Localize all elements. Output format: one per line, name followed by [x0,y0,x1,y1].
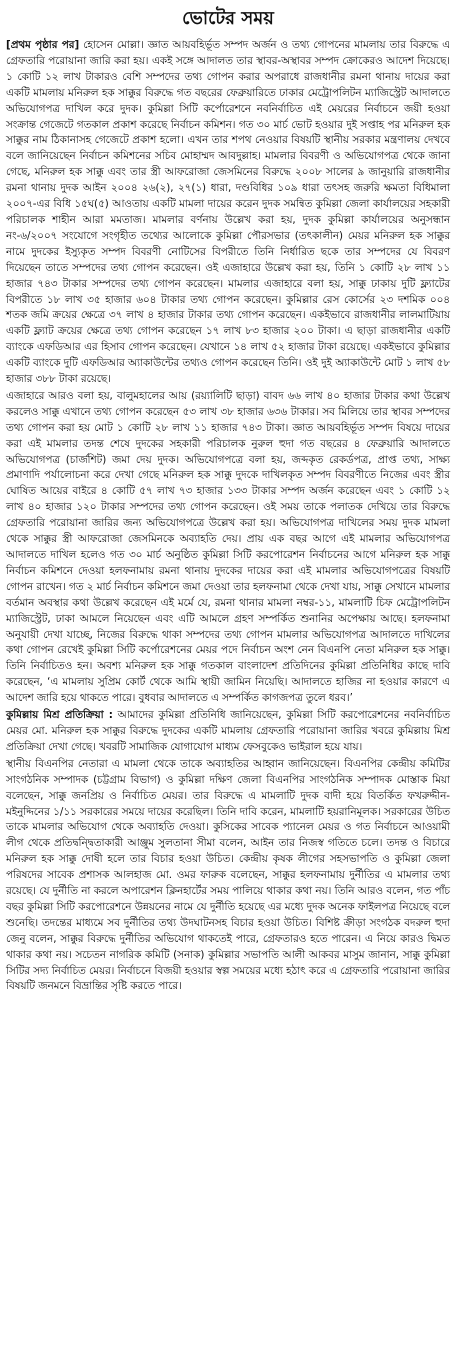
page [0,4,456,995]
article-body [0,38,456,995]
subheading: কুমিল্লায় মিশ্র প্রতিক্রিয়া : [6,709,113,722]
paragraph-3 [6,708,450,756]
paragraph-1 [6,38,450,388]
paragraph-3-text: আমাদের কুমিল্লা প্রতিনিধি জানিয়েছেন, কুমিল্লা সিটি করপোরেশনের নবনির্বাচিত মেয়র মো. মনিরুল হক সাক্কুর বিরুদ্ধে দুদকের একটি মামলায় গ্রেফতারি পরোয়ানা জারির খবরে কুমিল্লায় মিশ্র প্রতিক্রিয়া দেখা গেছে। খবরটি সামাজিক যোগাযোগ মাধ্যম ফেসবুকেও ভাইরাল হয়ে যায়। [6,709,450,753]
paragraph-2: এজাহারে আরও বলা হয়, বালুমহালের আয় (রয়্যালিটি ছাড়া) বাবদ ৬৬ লাখ ৪০ হাজার টাকার কথা উল্লেখ করলেও সাক্কু এখানে তথ্য গোপন করেছেন ৫৩ লাখ ৩৮ হাজার ৬৩৬ টাকার। সব মিলিয়ে তার স্থাবর সম্পদের তথ্য গোপন করা হয় মোট ১ কোটি ২৮ লাখ ১১ হাজার ৭৪৩ টাকা। জ্ঞাত আয়বহির্ভূত সম্পদ বিষয়ে দায়ের করা এই মামলার তদন্ত শেষে দুদকের সহকারী পরিচালক নুরুল হুদা গত বছরের ৪ ফেব্রুয়ারি আদালতে অভিযোগপত্র (চার্জশিট) জমা দেয় দুদক। অভিযোগপত্রে বলা হয়, জব্দকৃত রেকর্ডপত্র, প্রাপ্ত তথ্য, সাক্ষ্য প্রমাণাদি পর্যালোচনা করে দেখা গেছে মনিরুল হক সাক্কু দুদকে দাখিলকৃত সম্পদ বিবরণীতে নিজের এবং স্ত্রীর ঘোষিত আয়ের বাইরে ৪ কোটি ৫৭ লাখ ৭৩ হাজার ১৩৩ টাকার সম্পদ অর্জন করেছেন এবং ১ কোটি ১২ লাখ ৪০ হাজার ১২০ টাকার সম্পদের তথ্য গোপন করেছেন। ওই সময় তাকে পলাতক দেখিয়ে তার বিরুদ্ধে গ্রেফতারি পরোয়ানা জারির জন্য অভিযোগপত্রে উল্লেখ করা হয়। অভিযোগপত্র দাখিলের সময় দুদক মামলা থেকে সাক্কুর স্ত্রী আফরোজা জেসমিনকে অব্যাহতি দেয়। প্রায় এক বছর আগে এই মামলার অভিযোগপত্র আদালতে দাখিল হলেও গত ৩০ মার্চ অনুষ্ঠিত কুমিল্লা সিটি করপোরেশন নির্বাচনের আগে মনিরুল হক সাক্কু নির্বাচন কমিশনে দেওয়া হলফনামায় রমনা থানায় দুদকের দায়ের করা এই মামলার অভিযোগপত্রের বিষয়টি গোপন রাখেন। গত ২ মার্চ নির্বাচন কমিশনে জমা দেওয়া তার হলফনামা থেকে দেখা যায়, সাক্কু সেখানে মামলার বর্তমান অবস্থার কথা উল্লেখ করেছেন এই মর্মে যে, রমনা থানার মামলা নম্বর-১১, মামলাটি চিফ মেট্রোপলিটন ম্যাজিস্ট্রেট, ঢাকা আমলে নিয়েছেন এবং এটি আমলে গ্রহণ সম্পর্কিত শুনানির অপেক্ষায় আছে। হলফনামা অনুযায়ী দেখা যাচ্ছে, নিজের বিরুদ্ধে থাকা সম্পদের তথ্য গোপন মামলার অভিযোগপত্র আদালতে দাখিলের কথা গোপন রেখেই কুমিল্লা সিটি কর্পোরেশনের মেয়র পদে নির্বাচন অংশ নেন বিএনপি নেতা মনিরুল হক সাক্কু। তিনি নির্বাচিতও হন। অবশ্য মনিরুল হক সাক্কু গতকাল বাংলাদেশ প্রতিদিনের কুমিল্লা প্রতিনিধির কাছে দাবি করেছেন, ‘এ মামলায় সুপ্রিম কোর্ট থেকে আমি স্থায়ী জামিন নিয়েছি। আদালতে হাজির না হওয়ার কারণে এ আদেশ জারি হয়ে থাকতে পারে। বুধবার আদালতে এ সম্পর্কিত কাগজপত্র তুলে ধরব।’ [6,389,450,705]
lead-in: [প্রথম পৃষ্ঠার পর] [6,39,80,51]
headline: ভোটের সময় [182,8,274,29]
paragraph-4: স্থানীয় বিএনপির নেতারা এ মামলা থেকে তাকে অব্যাহতির আহ্বান জানিয়েছেন। বিএনপির কেন্দ্রীয় কমিটির সাংগঠনিক সম্পাদক (চট্টগ্রাম বিভাগ) ও কুমিল্লা দক্ষিণ জেলা বিএনপির সাংগঠনিক সম্পাদক মোস্তাক মিয়া বলেছেন, সাক্কু জনপ্রিয় ও নির্বাচিত মেয়র। তার বিরুদ্ধে এ মামলাটি দুদক বাদী হয়ে বিতর্কিত ফখরুদ্দীন-মইনুদ্দিনের ১/১১ সরকারের সময়ে দায়ের করেছিল। তিনি দাবি করেন, মামলাটি হয়রানিমূলক। সরকারের উচিত তাকে মামলার অভিযোগ থেকে অব্যাহতি দেওয়া। কুসিকের সাবেক প্যানেল মেয়র ও গত নির্বাচনে আওয়ামী লীগ থেকে প্রতিদ্বন্দ্বিতাকারী আঞ্জুম সুলতানা সীমা বলেন, আইন তার নিজস্ব গতিতে চলে। তদন্ত ও বিচারে মনিরুল হক সাক্কু দোষী হলে তার বিচার হওয়া উচিত। কেন্দ্রীয় কৃষক লীগের সহসভাপতি ও কুমিল্লা জেলা পরিষদের সাবেক প্রশাসক আলহাজ মো. ওমর ফারুক বলেছেন, সাক্কুর হলফনামায় দুর্নীতির এ মামলার তথ্য রয়েছে। যে দুর্নীতি না করলে অপারেশন ক্লিনহার্টের সময় পালিয়ে থাকার কথা নয়। তিনি আরও বলেন, গত পাঁচ বছর কুমিল্লা সিটি করপোরেশনে উন্নয়নের নামে যে দুর্নীতি হয়েছে এর মধ্যে দুদক অনেক ফাইলপত্র নিয়েছে বলে শুনেছি। তদন্তের মাধ্যমে সব দুর্নীতির তথ্য উদঘাটনসহ বিচার হওয়া উচিত। বিশিষ্ট ক্রীড়া সংগঠক বদরুল হুদা জেনু বলেন, সাক্কুর বিরুদ্ধে দুর্নীতির অভিযোগ থাকতেই পারে, গ্রেফতারও হতে পারেন। এ নিয়ে কারও দ্বিমত থাকার কথা নয়। সচেতন নাগরিক কমিটি (সনাক) কুমিল্লার সভাপতি আলী আকবর মাসুম জানান, সাক্কু কুমিল্লা সিটির সদ্য নির্বাচিত মেয়র। নির্বাচনে বিজয়ী হওয়ার স্বল্প সময়ের মধ্যে হঠাৎ করে এ গ্রেফতারি পরোয়ানা জারির বিষয়টি জনমনে বিভ্রান্তির সৃষ্টি করতে পারে। [6,757,450,993]
paragraph-1-text: হোসেন মোল্লা। জ্ঞাত আয়বহির্ভূত সম্পদ অর্জন ও তথ্য গোপনের মামলায় তার বিরুদ্ধে এ গ্রেফতারি পরোয়ানা জারি করা হয়। একই সঙ্গে আদালত তার স্থাবর-অস্থাবর সম্পদ ক্রোকেরও আদেশ দিয়েছে। ১ কোটি ১২ লাখ টাকারও বেশি সম্পদের তথ্য গোপন করার অপরাধে রাজধানীর রমনা থানায় দায়ের করা একটি মামলায় মনিরুল হক সাক্কুর বিরুদ্ধে গত বছরের ফেব্রুয়ারিতে ঢাকার মেট্রোপলিটন ম্যাজিস্ট্রেট আদালতে অভিযোগপত্র দাখিল করে দুদক। কুমিল্লা সিটি কর্পোরেশনে নবনির্বাচিত এই মেয়রের নির্বাচনে জয়ী হওয়া সংক্রান্ত গেজেটে গতকাল প্রকাশ করেছে নির্বাচন কমিশন। গত ৩০ মার্চ ভোট হওয়ার দুই সপ্তাহ পর মনিরুল হক সাক্কুর নাম ঠিকানাসহ গেজেটে প্রকাশ হলো। এখন তার শপথ নেওয়ার বিষয়টি স্থানীয় সরকার মন্ত্রণালয় দেখবে বলে জানিয়েছেন নির্বাচন কমিশনের সচিব মোহাম্মদ আবদুল্লাহ। মামলার বিবরণী ও অভিযোগপত্র থেকে জানা গেছে, মনিরুল হক সাক্কু এবং তার স্ত্রী আফরোজা জেসমিনের বিরুদ্ধে ২০০৮ সালের ৯ জানুয়ারি রাজধানীর রমনা থানায় দুদক আইন ২০০৪ ২৬(২), ২৭(১) ধারা, দণ্ডবিধির ১০৯ ধারা তৎসহ জরুরি ক্ষমতা বিধিমালা ২০০৭-এর বিধি ১৫ঘ(৫) আওতায় একটি মামলা দায়ের করেন দুদক সমন্বিত কুমিল্লা জেলা কার্যালয়ের সহকারী পরিচালক শাহীন আরা মমতাজ। মামলার বর্ণনায় উল্লেখ করা হয়, দুদক কুমিল্লা কার্যালয়ের অনুসন্ধান নং-৬/২০০৭ সংযোগে সংগৃহীত তথ্যের আলোকে কুমিল্লা পৌরসভার (তৎকালীন) মেয়র মনিরুল হক সাক্কুর নামে দুদকের ইস্যুকৃত সম্পদ বিবরণী নোটিসের বিপরীতে তিনি নির্ধারিত ছকে তার সম্পদের যে বিবরণ দিয়েছেন তাতে সম্পদের তথ্য গোপন করেছেন। ওই এজাহারে উল্লেখ করা হয়, তিনি ১ কোটি ২৮ লাখ ১১ হাজার ৭৪৩ টাকার সম্পদের তথ্য গোপন করেছেন। মামলার এজাহারে বলা হয়, সাক্কু ঢাকায় দুটি ফ্ল্যাটের বিপরীতে ১৮ লাখ ৩৫ হাজার ৬০৪ টাকার তথ্য গোপন করেছেন। কুমিল্লার রেস কোর্সের ২৩ দশমিক ০০৪ শতক জমি ক্রয়ের ক্ষেত্রে ৩৭ লাখ ৪ হাজার টাকার তথ্য গোপন করেছেন। একইভাবে রাজধানীর লালমাটিয়ায় একটি ফ্ল্যাট ক্রয়ের ক্ষেত্রে তথ্য গোপন করেছেন ১৭ লাখ ৮৩ হাজার ২০০ টাকা। এ ছাড়া রাজধানীর একটি ব্যাংকে এফডিআর এর হিসাব গোপন করেছেন। যেখানে ১৪ লাখ ৫২ হাজার টাকা রয়েছে। একইভাবে কুমিল্লার একটি ব্যাংকে দুটি এফডিআর অ্যাকাউন্টের তথ্যও গোপন করেছেন তিনি। ওই দুই অ্যাকাউন্টে মোট ১ লাখ ৫৮ হাজার ৩৮৮ টাকা রয়েছে। [6,39,451,386]
